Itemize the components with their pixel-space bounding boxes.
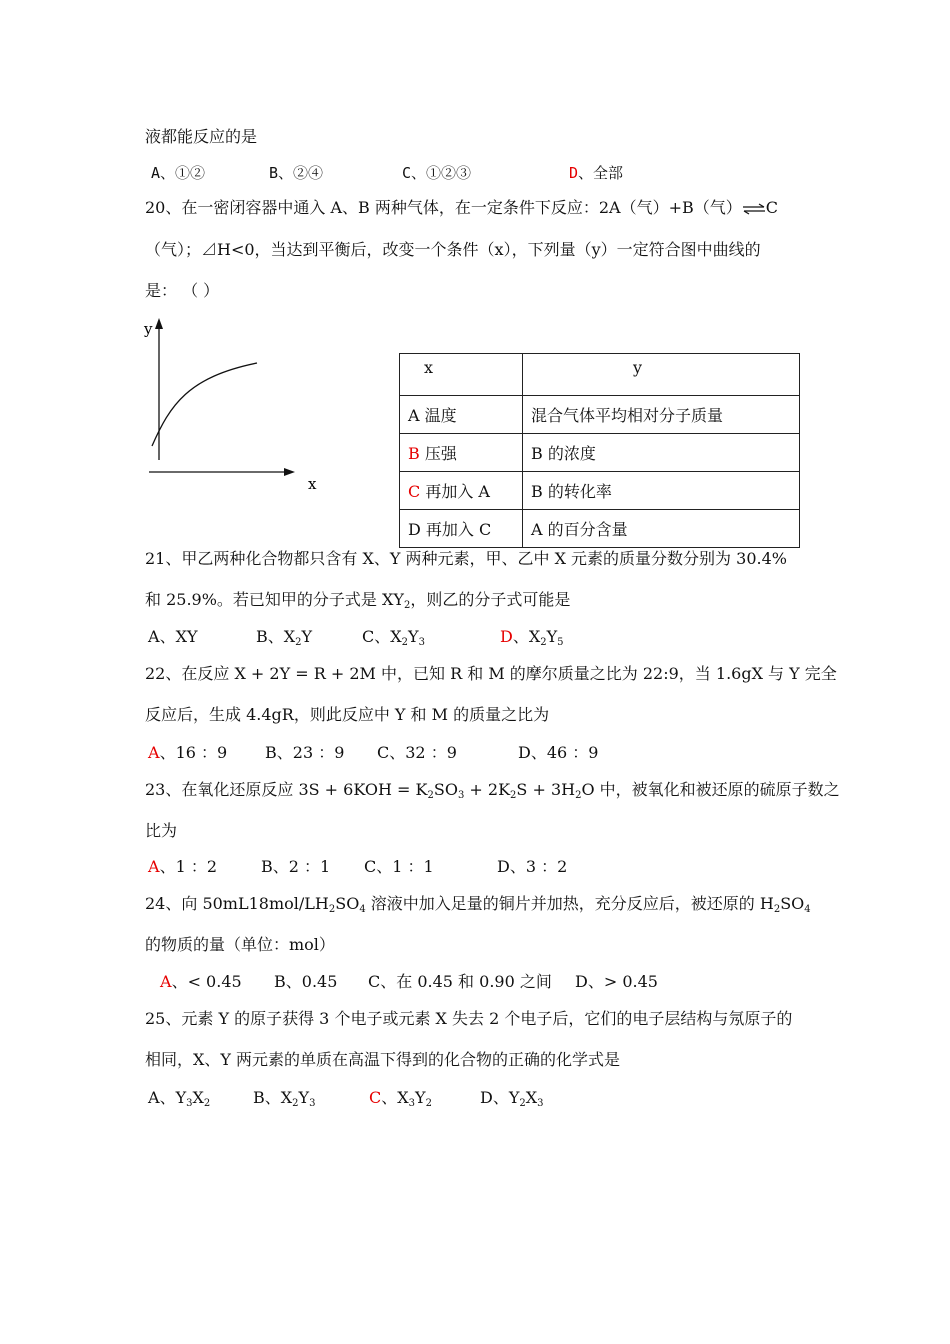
graph-curve <box>152 363 257 446</box>
q22-option-b: B、23 ：9 <box>265 743 345 762</box>
table-header-y: y <box>523 354 800 396</box>
x-axis-arrow-icon <box>284 468 295 476</box>
q23-option-c: C、1 ：1 <box>364 857 434 876</box>
q24-line1: 24、向 $50mL18mol/LH_2SO_4$ 溶液中加入足量的铜片并加热，充分反应后，被还原的 $H_2SO_4$ <box>145 894 811 915</box>
q22-option-d: D、46 ：9 <box>518 743 599 762</box>
q21-line2: 和 25.9%。若已知甲的分子式是 $XY_2$，则乙的分子式可能是 <box>145 590 571 611</box>
q23-option-a: A、1 ：2 <box>148 857 218 876</box>
q25-line2: 相同，X、Y 两元素的单质在高温下得到的化合物的正确的化学式是 <box>145 1050 621 1069</box>
q19-option-c: C、①②③ <box>402 164 472 182</box>
table-row <box>400 472 800 510</box>
table-cell-x: C 再加入 A <box>400 472 523 510</box>
graph-y-label: y <box>144 320 153 338</box>
q20-line1: 20、在一密闭容器中通入 A、B 两种气体，在一定条件下反应：2A（气）+B（气） C <box>145 198 778 217</box>
table-cell-y: 混合气体平均相对分子质量 <box>523 396 800 434</box>
q24-option-a: A、< 0.45 <box>160 972 242 991</box>
table-cell-y: B 的浓度 <box>523 434 800 472</box>
table-header-x: x <box>400 354 523 396</box>
q19-option-a: A、①② <box>151 164 206 182</box>
q22-line1: 22、在反应 X + 2Y = R + 2M 中，已知 R 和 M 的摩尔质量之比为 22:9，当 1.6gX 与 Y 完全 <box>145 664 837 683</box>
q21-option-b: B、$X_2Y$ <box>256 627 313 648</box>
table-cell-x: D 再加入 C <box>400 510 523 548</box>
q24-option-d: D、> 0.45 <box>575 972 658 991</box>
equilibrium-arrow-icon <box>742 203 766 215</box>
q25-option-a: A、$Y_3X_2$ <box>148 1088 211 1109</box>
q23-option-b: B、2 ：1 <box>261 857 331 876</box>
q19-option-b: B、②④ <box>269 164 324 182</box>
table-row <box>400 510 800 548</box>
table-cell-y: A 的百分含量 <box>523 510 800 548</box>
q22-option-a: A、16 ：9 <box>148 743 228 762</box>
q24-option-c: C、在 0.45 和 0.90 之间 <box>368 972 552 991</box>
q20-line2: （气）；⊿H<0，当达到平衡后，改变一个条件（x），下列量（y）一定符合图中曲线的 <box>145 240 761 259</box>
q23-line2: 比为 <box>145 821 178 840</box>
q21-option-d: D、$X_2Y_5$ <box>500 627 564 648</box>
q23-line1: 23、在氧化还原反应 $3S + 6KOH = K_2SO_3 + 2K_2S + 3H_2O$ 中，被氧化和被还原的硫原子数之 <box>145 780 840 801</box>
table-cell-x: A 温度 <box>400 396 523 434</box>
q25-option-b: B、$X_2Y_3$ <box>253 1088 316 1109</box>
q25-option-c: C、$X_3Y_2$ <box>369 1088 432 1109</box>
q20-table <box>399 353 800 548</box>
q22-option-c: C、32 ：9 <box>377 743 457 762</box>
graph-x-label: x <box>308 475 317 493</box>
table-cell-y: B 的转化率 <box>523 472 800 510</box>
q21-option-a: A、XY <box>148 627 198 646</box>
table-row <box>400 396 800 434</box>
q21-line1: 21、甲乙两种化合物都只含有 X、Y 两种元素，甲、乙中 X 元素的质量分数分别为 30.4% <box>145 549 787 568</box>
q19-option-d: D、全部 <box>569 164 624 182</box>
q24-line2: 的物质的量（单位：mol） <box>145 935 335 954</box>
q20-graph <box>140 315 340 504</box>
table-header-row <box>400 354 800 396</box>
q24-option-b: B、0.45 <box>274 972 338 991</box>
table-row <box>400 434 800 472</box>
q21-option-c: C、$X_2Y_3$ <box>362 627 425 648</box>
q20-line3: 是： （ ） <box>145 281 220 300</box>
q23-option-d: D、3 ：2 <box>497 857 568 876</box>
q25-line1: 25、元素 Y 的原子获得 3 个电子或元素 X 失去 2 个电子后，它们的电子层结构与氖原子的 <box>145 1009 793 1028</box>
q25-option-d: D、$Y_2X_3$ <box>480 1088 544 1109</box>
q19-text: 液都能反应的是 <box>145 127 258 146</box>
q22-line2: 反应后，生成 4.4gR，则此反应中 Y 和 M 的质量之比为 <box>145 705 550 724</box>
table-cell-x: B 压强 <box>400 434 523 472</box>
y-axis-arrow-icon <box>155 318 163 329</box>
